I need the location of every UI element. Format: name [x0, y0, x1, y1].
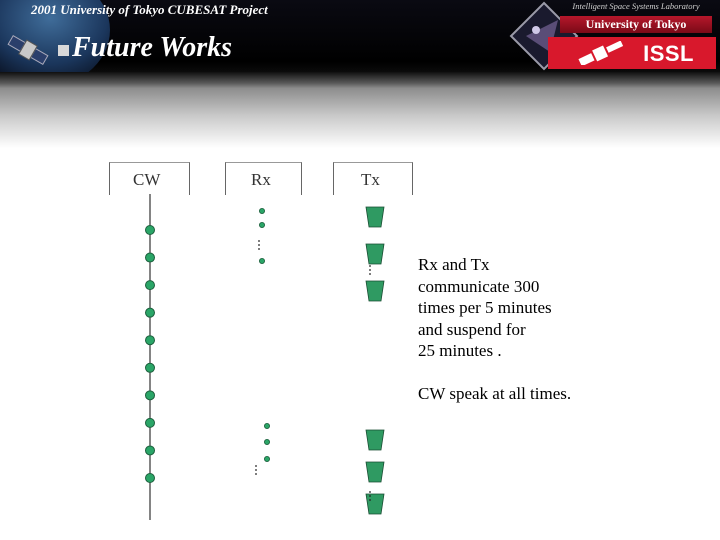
- tx-marker: [366, 207, 384, 227]
- cw-marker: [146, 226, 155, 235]
- cw-marker: [146, 253, 155, 262]
- tx-marker: [366, 244, 384, 264]
- tx-marker: [366, 494, 384, 514]
- ellipsis-dot: [369, 491, 371, 493]
- university-name: University of Tokyo: [560, 16, 712, 33]
- ellipsis-dot: [369, 265, 371, 267]
- cw-marker: [146, 391, 155, 400]
- ellipsis-dot: [369, 273, 371, 275]
- ellipsis-dot: [255, 473, 257, 475]
- cw-marker: [146, 418, 155, 427]
- rx-markers: [259, 208, 269, 461]
- ellipsis-dot: [258, 248, 260, 250]
- rx-marker: [264, 423, 269, 428]
- cw-marker: [146, 474, 155, 483]
- ellipsis-dot: [369, 499, 371, 501]
- cw-marker: [146, 281, 155, 290]
- ellipsis-dot: [255, 469, 257, 471]
- description-line: and suspend for: [418, 319, 526, 339]
- ellipsis-dot: [369, 495, 371, 497]
- tx-marker: [366, 462, 384, 482]
- ellipsis-dot: [258, 240, 260, 242]
- project-title: 2001 University of Tokyo CUBESAT Project: [31, 2, 268, 17]
- tx-markers: [366, 207, 384, 514]
- description-line: CW speak at all times.: [418, 383, 572, 403]
- issl-label: ISSL: [643, 41, 694, 66]
- description-text: [418, 254, 658, 404]
- ellipsis-dot: [255, 465, 257, 467]
- rx-marker: [264, 439, 269, 444]
- cw-marker: [146, 308, 155, 317]
- continuation-ellipses: [255, 240, 371, 501]
- rx-column-label: Rx: [251, 170, 271, 189]
- rx-marker: [259, 208, 264, 213]
- description-line: 25 minutes .: [418, 341, 502, 360]
- lab-name: Intelligent Space Systems Laboratory: [572, 1, 700, 11]
- rx-marker: [259, 258, 264, 263]
- tx-column-label: Tx: [361, 170, 380, 189]
- cw-column-label: CW: [133, 170, 161, 189]
- cw-marker: [146, 363, 155, 372]
- tx-marker: [366, 430, 384, 450]
- cw-marker: [146, 446, 155, 455]
- description-line: times per 5 minutes: [418, 298, 552, 317]
- description-line: communicate 300: [418, 276, 540, 296]
- cw-marker: [146, 336, 155, 345]
- description-line: Rx and Tx: [418, 255, 490, 274]
- tx-marker: [366, 281, 384, 301]
- rx-marker: [259, 222, 264, 227]
- ellipsis-dot: [369, 269, 371, 271]
- slide-title: Future Works: [72, 32, 233, 63]
- ellipsis-dot: [258, 244, 260, 246]
- rx-marker: [264, 456, 269, 461]
